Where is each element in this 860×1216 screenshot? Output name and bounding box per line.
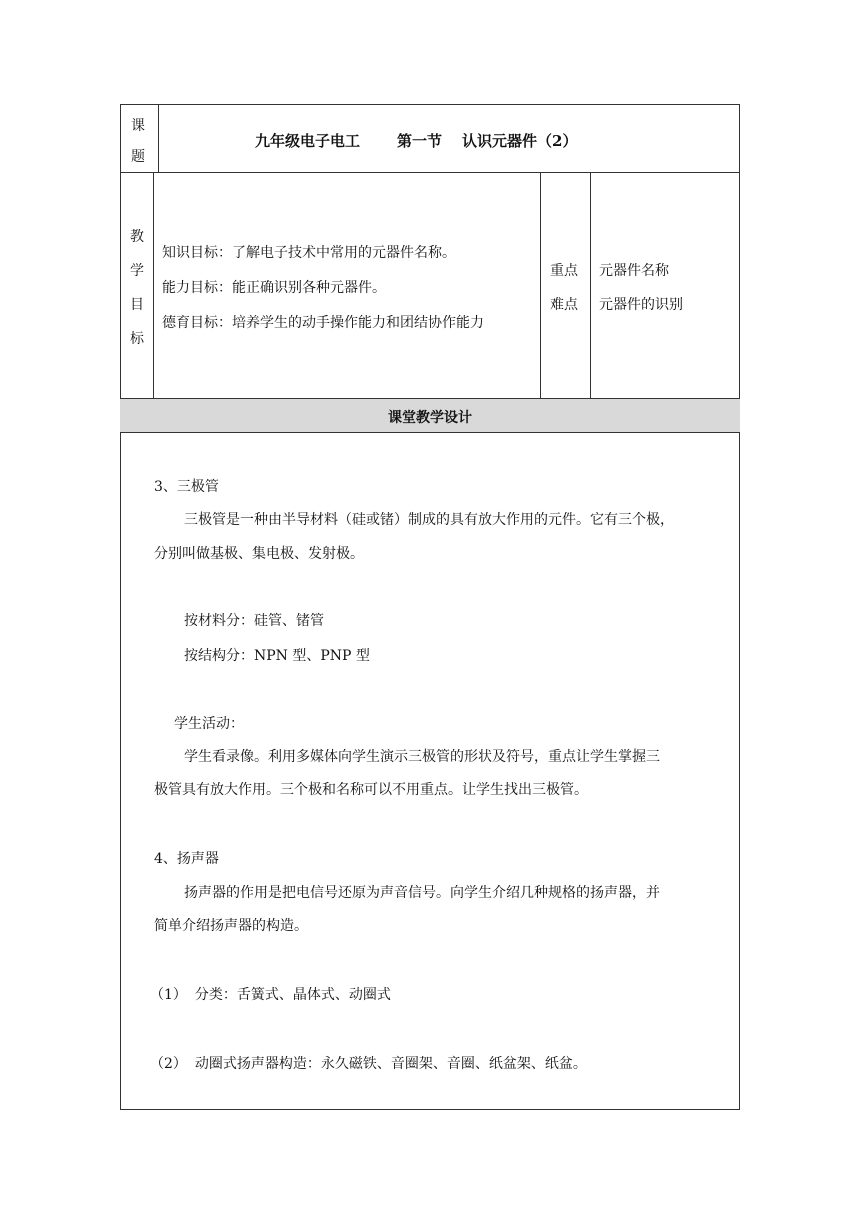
difficulty-value: 元器件的识别 <box>599 297 683 313</box>
student-activity-heading: 学生活动： <box>174 716 244 732</box>
material-classification: 按材料分：硅管、锗管 <box>184 613 324 629</box>
list-item-number: （2） <box>150 1056 187 1072</box>
moral-objective: 德育目标：培养学生的动手操作能力和团结协作能力 <box>162 315 484 331</box>
section-4-paragraph-line: 扬声器的作用是把电信号还原为声音信号。向学生介绍几种规格的扬声器，并 <box>184 885 660 901</box>
list-item <box>150 1053 587 1073</box>
section-4-paragraph-line: 简单介绍扬声器的构造。 <box>154 918 308 934</box>
header-divider <box>158 104 159 172</box>
key-label-divider-left <box>540 172 541 398</box>
ability-objective: 能力目标：能正确识别各种元器件。 <box>162 280 386 296</box>
topic-label-char: 课 <box>131 118 145 134</box>
key-point-value: 元器件名称 <box>599 263 669 279</box>
lesson-section: 第一节 <box>397 132 443 150</box>
design-band-title: 课堂教学设计 <box>388 410 472 426</box>
list-item-number: （1） <box>150 987 187 1003</box>
key-label-divider-right <box>590 172 591 398</box>
objectives-label-char: 标 <box>130 331 144 347</box>
section-3-paragraph-line: 三极管是一种由半导材料（硅或锗）制成的具有放大作用的元件。它有三个极， <box>184 512 674 528</box>
topic-label-char: 题 <box>131 149 145 165</box>
key-point-label: 重点 <box>550 263 578 279</box>
lesson-grade: 九年级电子电工 <box>255 132 361 150</box>
lesson-title <box>255 130 577 151</box>
objectives-label-char: 目 <box>130 297 144 313</box>
difficulty-label: 难点 <box>550 297 578 313</box>
section-3-heading: 3、三极管 <box>154 479 219 495</box>
student-activity-line: 极管具有放大作用。三个极和名称可以不用重点。让学生找出三极管。 <box>154 782 588 798</box>
row-divider <box>120 172 740 173</box>
objectives-label-char: 教 <box>130 229 144 245</box>
objectives-divider <box>153 172 154 398</box>
list-item-text: 分类：舌簧式、晶体式、动圈式 <box>194 987 391 1003</box>
section-4-heading: 4、扬声器 <box>154 851 219 867</box>
list-item-text: 动圈式扬声器构造：永久磁铁、音圈架、音圈、纸盆架、纸盆。 <box>194 1056 587 1072</box>
student-activity-line: 学生看录像。利用多媒体向学生演示三极管的形状及符号，重点让学生掌握三 <box>184 749 660 765</box>
section-3-paragraph-line: 分别叫做基极、集电极、发射极。 <box>154 546 364 562</box>
objectives-label-char: 学 <box>130 263 144 279</box>
knowledge-objective: 知识目标：了解电子技术中常用的元器件名称。 <box>162 245 456 261</box>
list-item <box>150 984 391 1004</box>
lesson-topic: 认识元器件（2） <box>462 132 578 150</box>
structure-classification: 按结构分：NPN 型、PNP 型 <box>184 648 370 664</box>
